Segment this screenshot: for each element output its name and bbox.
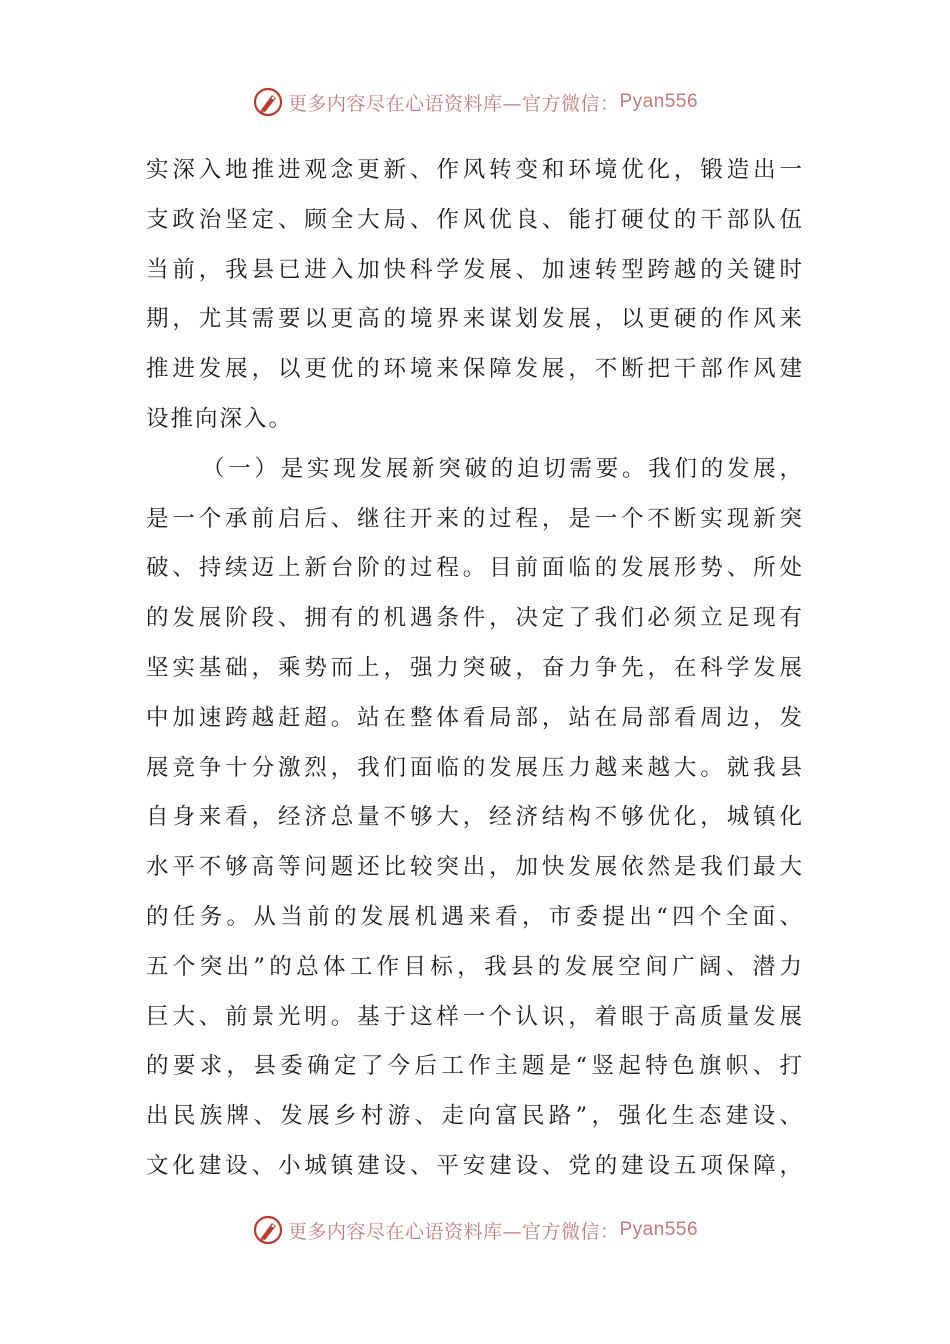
text-line: 破、持续迈上新台阶的过程。目前面临的发展形势、所处 — [146, 555, 804, 582]
text-line: 展竞争十分激烈，我们面临的发展压力越来越大。就我县 — [146, 754, 804, 781]
footer-banner-text: 更多内容尽在心语资料库—官方微信： — [287, 1220, 620, 1243]
footer-banner — [0, 1210, 950, 1250]
text-line: 的发展阶段、拥有的机遇条件，决定了我们必须立足现有 — [146, 605, 804, 632]
pen-nib-circle-icon — [252, 86, 284, 118]
text-line: 五个突出”的总体工作目标，我县的发展空间广阔、潜力 — [146, 953, 804, 980]
text-line: 推进发展，以更优的环境来保障发展，不断把干部作风建 — [146, 356, 804, 383]
text-line: 自身来看，经济总量不够大，经济结构不够优化，城镇化 — [146, 804, 804, 831]
header-banner — [0, 82, 950, 122]
pen-nib-circle-icon — [252, 1214, 284, 1246]
text-line: 的任务。从当前的发展机遇来看，市委提出“四个全面、 — [146, 903, 804, 930]
header-banner-wechat: Pyan556 — [619, 91, 699, 112]
text-line: 当前，我县已进入加快科学发展、加速转型跨越的关键时 — [146, 256, 804, 283]
text-line: 文化建设、小城镇建设、平安建设、党的建设五项保障， — [146, 1152, 804, 1179]
text-line: 水平不够高等问题还比较突出，加快发展依然是我们最大 — [146, 854, 804, 881]
text-line: 设推向深入。 — [146, 405, 294, 432]
text-line: （一）是实现发展新突破的迫切需要。我们的发展， — [202, 455, 804, 482]
text-line: 支政治坚定、顾全大局、作风优良、能打硬仗的干部队伍 — [146, 206, 804, 233]
text-line: 出民族牌、发展乡村游、走向富民路”，强化生态建设、 — [146, 1103, 804, 1130]
footer-banner-wechat: Pyan556 — [619, 1219, 699, 1240]
document-body — [146, 146, 804, 1192]
text-line: 是一个承前启后、继往开来的过程，是一个不断实现新突 — [146, 505, 804, 532]
text-line: 坚实基础，乘势而上，强力突破，奋力争先，在科学发展 — [146, 654, 804, 681]
text-line: 期，尤其需要以更高的境界来谋划发展，以更硬的作风来 — [146, 306, 804, 333]
text-line: 中加速跨越赶超。站在整体看局部，站在局部看周边，发 — [146, 704, 804, 731]
text-line: 巨大、前景光明。基于这样一个认识，着眼于高质量发展 — [146, 1003, 804, 1030]
text-line: 实深入地推进观念更新、作风转变和环境优化，锻造出一 — [146, 157, 804, 183]
text-line: 的要求，县委确定了今后工作主题是“竖起特色旗帜、打 — [146, 1053, 804, 1080]
header-banner-text: 更多内容尽在心语资料库—官方微信： — [287, 92, 620, 115]
